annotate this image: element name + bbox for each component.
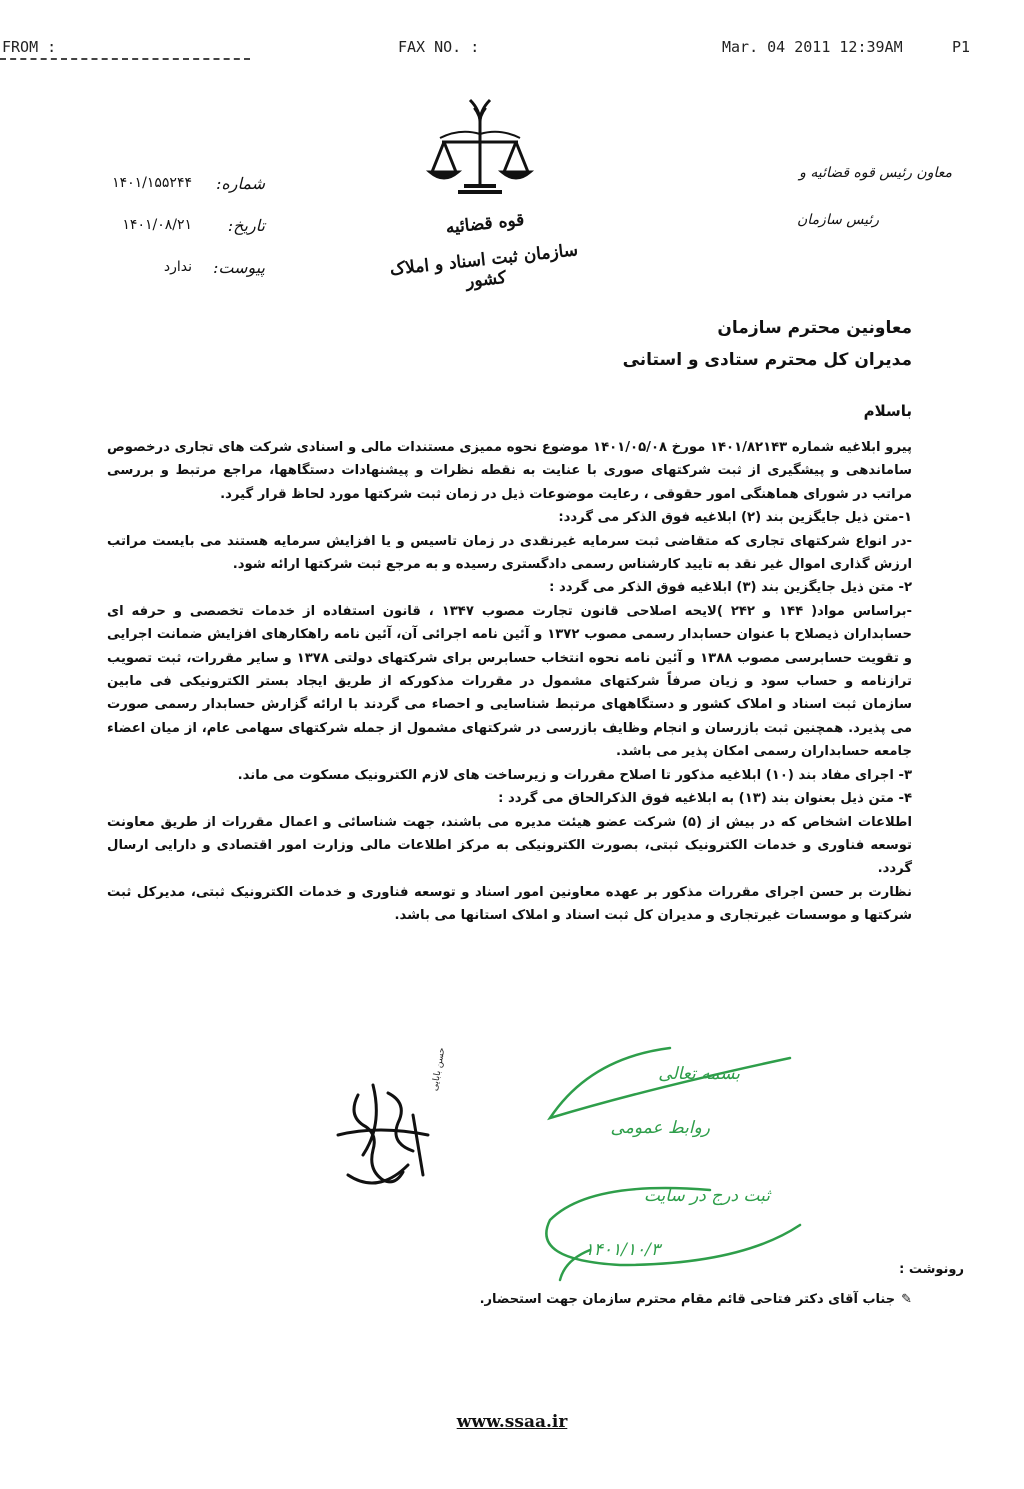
note-line3: ثبت درج در سایت — [643, 1186, 770, 1206]
footer-url[interactable]: www.ssaa.ir — [456, 1412, 568, 1432]
sender-title-line2: رئیس سازمان — [797, 212, 879, 228]
number-label: شماره: — [215, 174, 265, 193]
org-name-line2: سازمان ثبت اسناد و املاک کشور — [388, 240, 579, 292]
fax-datetime: Mar. 04 2011 12:39AM — [722, 38, 903, 56]
org-name-line1: قوه قضائیه — [444, 209, 526, 239]
fax-page: P1 — [952, 38, 971, 56]
cc-item — [480, 1292, 912, 1307]
cc-label: رونوشت : — [899, 1262, 964, 1277]
cc-bullet-icon: ✎ — [901, 1292, 912, 1307]
fax-number-label: FAX NO. : — [398, 38, 480, 56]
attachment-label: پیوست: — [212, 258, 265, 277]
note-line4: ۱۴۰۱/۱۰/۳ — [584, 1240, 660, 1260]
judiciary-emblem — [420, 92, 540, 212]
cc-item-text: جناب آقای دکتر فتاحی قائم مقام محترم سازمان جهت استحضار. — [479, 1292, 896, 1307]
signature-name: حسن بابایی — [430, 1046, 448, 1092]
date-label: تاریخ: — [227, 216, 265, 235]
scales-of-justice-icon — [420, 92, 540, 212]
fax-from-label: FROM : — [2, 38, 57, 56]
note-line1: بسمه تعالی — [658, 1064, 740, 1084]
fax-divider — [0, 58, 250, 60]
sender-title-line1: معاون رئیس قوه قضائیه و — [799, 165, 952, 181]
letter-body: پیرو ابلاغیه شماره ۱۴۰۱/۸۲۱۴۳ مورخ ۱۴۰۱/۰۵/۰۸ موضوع نحوه ممیزی مستندات مالی و اسنادی شرکت های تجاری درخصوص ساماندهی و پیشگیری از ثبت شرکتهای صوری با عنایت به نقطه نظرات و پیشنهادات دستگاهها، مراجع مرتبط و بررسی مراتب در شورای هماهنگی امور حقوقی ، رعایت موضوعات ذیل در زمان ثبت شرکتها مورد لحاظ قرار گیرد. ۱-متن ذیل جایگزین بند (۲) ابلاغیه فوق الذکر می گردد: -در انواع شرکتهای تجاری که متقاضی ثبت سرمایه غیرنقدی در زمان تاسیس و یا افزایش سرمایه هستند می بایست مراتب ارزش گذاری اموال غیر نقد به تایید کارشناس رسمی دادگستری رسیده و به مرجع ثبت شرکتها ارائه شود. ۲- متن ذیل جایگزین بند (۳) ابلاغیه فوق الذکر می گردد : -براساس مواد( ۱۴۴ و ۲۴۲ )لایحه اصلاحی قانون تجارت مصوب ۱۳۴۷ ، قانون استفاده از خدمات تخصصی و حرفه ای حسابداران ذیصلاح با عنوان حسابدار رسمی مصوب ۱۳۷۲ و آئین نامه اجرائی آن، آئین نامه راهکارهای افزایش ضمانت اجرایی و تقویت حسابرسی مصوب ۱۳۸۸ و آئین نامه نحوه انتخاب حسابرس برای شرکتهای دولتی ۱۳۷۸ و سایر مقررات، ثبت تصویب ترازنامه و حساب سود و زیان صرفاً شرکتهای مشمول در مقررات مذکورکه از طریق ایجاد بستر الکترونیکی فی مابین سازمان ثبت اسناد و املاک کشور و دستگاههای مرتبط شناسایی و احصاء می گردند با ارائه گزارش حسابدار رسمی صورت می پذیرد. همچنین ثبت بازرسان و انجام وظایف بازرسی در شرکتهای مشمول از جمله شرکتهای سهامی عام، از میان اعضاء جامعه حسابداران رسمی امکان پذیر می باشد. ۳- اجرای مفاد بند (۱۰) ابلاغیه مذکور تا اصلاح مقررات و زیرساخت های لازم الکترونیک مسکوت می ماند. ۴- متن ذیل بعنوان بند (۱۳) به ابلاغیه فوق الذکرالحاق می گردد : اطلاعات اشخاص که در بیش از (۵) شرکت عضو هیئت مدیره می باشند، جهت شناسائی و اعمال مقررات از طریق معاونت توسعه فناوری و خدمات الکترونیک ثبتی، بصورت الکترونیکی به مرکز اطلاعات مالی وزارت امور اقتصادی و دارایی ارسال گردد. نظارت بر حسن اجرای مقررات مذکور بر عهده معاونین امور اسناد و توسعه فناوری و خدمات الکترونیک ثبتی، مدیرکل ثبت شرکتها و موسسات غیرتجاری و مدیران کل ثبت اسناد و املاک استانها می باشد. — [107, 440, 913, 924]
greeting: باسلام — [863, 402, 912, 420]
note-line2: روابط عمومی — [610, 1118, 710, 1138]
recipient-line2: مدیران کل محترم ستادی و استانی — [622, 350, 912, 370]
date-value: ۱۴۰۱/۰۸/۲۱ — [122, 217, 192, 233]
attachment-value: ندارد — [163, 259, 192, 275]
number-value: ۱۴۰۱/۱۵۵۲۴۴ — [112, 175, 192, 191]
handwritten-annotation — [520, 1040, 820, 1290]
signature — [318, 1075, 458, 1215]
recipient-line1: معاونین محترم سازمان — [717, 318, 912, 338]
